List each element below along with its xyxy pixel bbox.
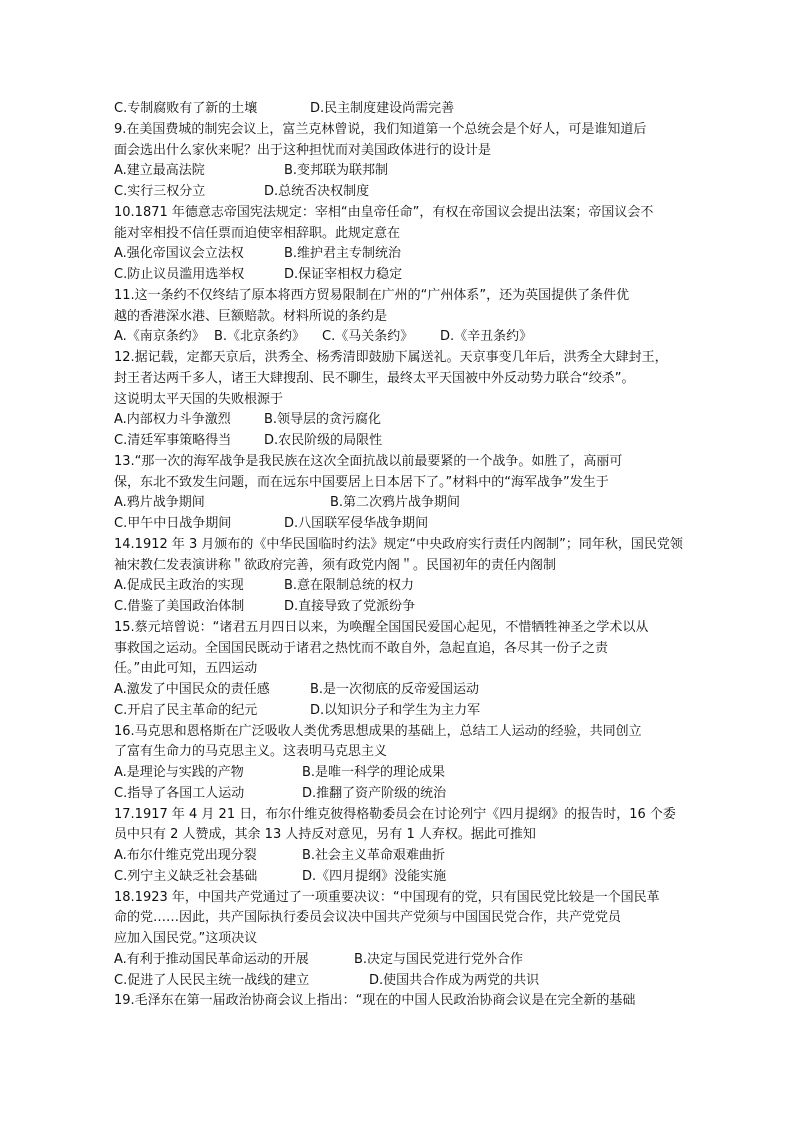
- question-12-stem: 封王者达两千多人，诸王大肆搜刮、民不聊生，最终太平天国被中外反动势力联合“绞杀”。: [114, 370, 635, 386]
- option-row: [114, 680, 714, 701]
- option-c: C.借鉴了美国政治体制: [114, 599, 245, 614]
- question-14-stem: 袖宋教仁发表演讲称＂欲政府完善，须有政党内阁＂。民国初年的责任内阁制: [114, 557, 557, 573]
- question-12-stem: 12.据记载，定都天京后，洪秀全、杨秀清即鼓励下属送礼。天京事变几年后，洪秀全大肆封王，: [114, 350, 668, 365]
- option-c: C.专制腐败有了新的土壤: [114, 101, 258, 116]
- question-16-stem: 16.马克思和恩格斯在广泛吸收人类优秀思想成果的基础上，总结工人运动的经验，共同创立: [114, 723, 642, 739]
- option-a: A.布尔什维克党出现分裂: [114, 848, 257, 863]
- option-b: B.是一次彻底的反帝爱国运动: [310, 682, 480, 697]
- question-18-stem: 应加入国民党。”这项决议: [114, 931, 258, 946]
- option-a: A.有利于推动国民革命运动的开展: [114, 951, 309, 967]
- option-row: [114, 514, 714, 535]
- option-row: [114, 701, 714, 722]
- option-a: A.《南京条约》: [114, 329, 205, 345]
- option-c: C.列宁主义缺乏社会基础: [114, 868, 258, 884]
- question-17-stem: 17.1917 年 4 月 21 日，布尔什维克彼得格勒委员会在讨论列宁《四月提纲》的报告时，16 个委: [114, 806, 676, 822]
- option-b: B.变邦联为联邦制: [284, 163, 389, 179]
- option-a: A.激发了中国民众的责任感: [114, 682, 270, 697]
- question-18-stem: 命的党……因此，共产国际执行委员会议决中国共产党须与中国国民党合作，共产党党员: [114, 910, 622, 926]
- option-row: [114, 431, 714, 452]
- option-row: [114, 182, 714, 203]
- option-row: [114, 763, 714, 784]
- question-9-stem: 9.在美国费城的制宪会议上，富兰克林曾说，我们知道第一个总统会是个好人，可是谁知道后: [114, 121, 647, 137]
- option-row: [114, 244, 714, 265]
- option-c: C.防止议员滥用选举权: [114, 267, 245, 282]
- question-15-stem: 15.蔡元培曾说：“诸君五月四日以来，为唤醒全国国民爱国心起见，不惜牺牲神圣之学术以从: [114, 619, 649, 635]
- option-d: D.《辛丑条约》: [440, 329, 533, 345]
- question-10-stem: 能对宰相投不信任票而迫使宰相辞职。此规定意在: [114, 225, 401, 241]
- option-c: C.甲午中日战争期间: [114, 516, 232, 531]
- option-row: [114, 576, 714, 597]
- question-16-stem: 了富有生命力的马克思主义。这表明马克思主义: [114, 744, 388, 760]
- question-13-stem: 保，东北不致发生问题，而在远东中国要居上日本居下了。”材料中的“海军战争”发生于: [114, 474, 609, 490]
- option-row: [114, 265, 714, 286]
- option-c: C.实行三权分立: [114, 184, 206, 199]
- option-c: C.开启了民主革命的纪元: [114, 702, 258, 718]
- option-a: A.内部权力斗争激烈: [114, 412, 231, 428]
- option-d: D.保证宰相权力稳定: [284, 267, 403, 282]
- question-17-stem: 员中只有 2 人赞成，其余 13 人持反对意见，另有 1 人弃权。据此可推知: [114, 827, 536, 843]
- option-a: A.强化帝国议会立法权: [114, 246, 244, 262]
- option-row: [114, 597, 714, 618]
- option-b: B.领导层的贪污腐化: [264, 412, 382, 428]
- question-19-stem: 19.毛泽东在第一届政治协商会议上指出：“现在的中国人民政治协商会议是在完全新的基础: [114, 993, 636, 1009]
- option-row: [114, 971, 714, 992]
- question-11-stem: 越的香港深水港、巨额赔款。材料所说的条约是: [114, 308, 388, 324]
- option-d: D.农民阶级的局限性: [264, 433, 383, 448]
- option-a: A.是理论与实践的产物: [114, 765, 244, 780]
- option-d: D.推翻了资产阶级的统治: [302, 785, 447, 801]
- question-15-stem: 事救国之运动。全国国民既动于诸君之热忱而不敢自外，急起直追，各尽其一份子之责: [114, 640, 609, 656]
- option-b: B.《北京条约》: [214, 329, 306, 345]
- question-10-stem: 10.1871 年德意志帝国宪法规定：宰相“由皇帝任命”，有权在帝国议会提出法案；帝国议会不: [114, 204, 654, 220]
- question-14-stem: 14.1912 年 3 月颁布的《中华民国临时约法》规定“中央政府实行责任内阁制”；同年秋，国民党领: [114, 536, 683, 552]
- option-d: D.民主制度建设尚需完善: [310, 101, 455, 116]
- option-row: [114, 161, 714, 182]
- option-b: B.社会主义革命艰难曲折: [302, 848, 446, 863]
- option-c: C.《马关条约》: [322, 329, 414, 345]
- option-b: B.是唯一科学的理论成果: [302, 765, 446, 780]
- option-c: C.指导了各国工人运动: [114, 785, 245, 801]
- option-b: B.决定与国民党进行党外合作: [354, 951, 524, 967]
- option-a: A.鸦片战争期间: [114, 495, 205, 511]
- question-12-stem: 这说明太平天国的失败根源于: [114, 391, 284, 407]
- question-13-stem: 13.“那一次的海军战争是我民族在这次全面抗战以前最要紧的一个战争。如胜了，高丽可: [114, 453, 623, 469]
- option-d: D.直接导致了党派纷争: [284, 599, 416, 614]
- option-c: C.促进了人民民主统一战线的建立: [114, 972, 310, 988]
- question-9-stem: 面会选出什么家伙来呢？出于这种担忧而对美国政体进行的设计是: [114, 142, 492, 158]
- option-row: [114, 327, 714, 348]
- option-d: D.以知识分子和学生为主力军: [310, 702, 481, 718]
- option-row: [114, 410, 714, 431]
- option-a: A.建立最高法院: [114, 163, 205, 179]
- question-15-stem: 任。”由此可知，五四运动: [114, 661, 258, 677]
- option-b: B.第二次鸦片战争期间: [330, 495, 461, 511]
- option-row: [114, 846, 714, 867]
- question-11-stem: 11.这一条约不仅终结了原本将西方贸易限制在广州的“广州体系”，还为英国提供了条件优: [114, 287, 630, 303]
- option-a: A.促成民主政治的实现: [114, 578, 244, 594]
- option-row: [114, 493, 714, 514]
- option-row: [114, 784, 714, 805]
- option-b: B.意在限制总统的权力: [284, 578, 415, 594]
- exam-content: [114, 99, 714, 1012]
- option-b: B.维护君主专制统治: [284, 246, 402, 262]
- option-row: [114, 99, 714, 120]
- option-d: D.《四月提纲》没能实施: [302, 868, 447, 884]
- option-row: [114, 950, 714, 971]
- option-d: D.使国共合作成为两党的共识: [369, 972, 540, 988]
- option-d: D.八国联军侵华战争期间: [284, 516, 429, 531]
- option-row: [114, 867, 714, 888]
- question-18-stem: 18.1923 年，中国共产党通过了一项重要决议：“中国现有的党，只有国民党比较是一个国民革: [114, 889, 660, 905]
- option-c: C.清廷军事策略得当: [114, 433, 232, 448]
- option-d: D.总统否决权制度: [264, 184, 370, 199]
